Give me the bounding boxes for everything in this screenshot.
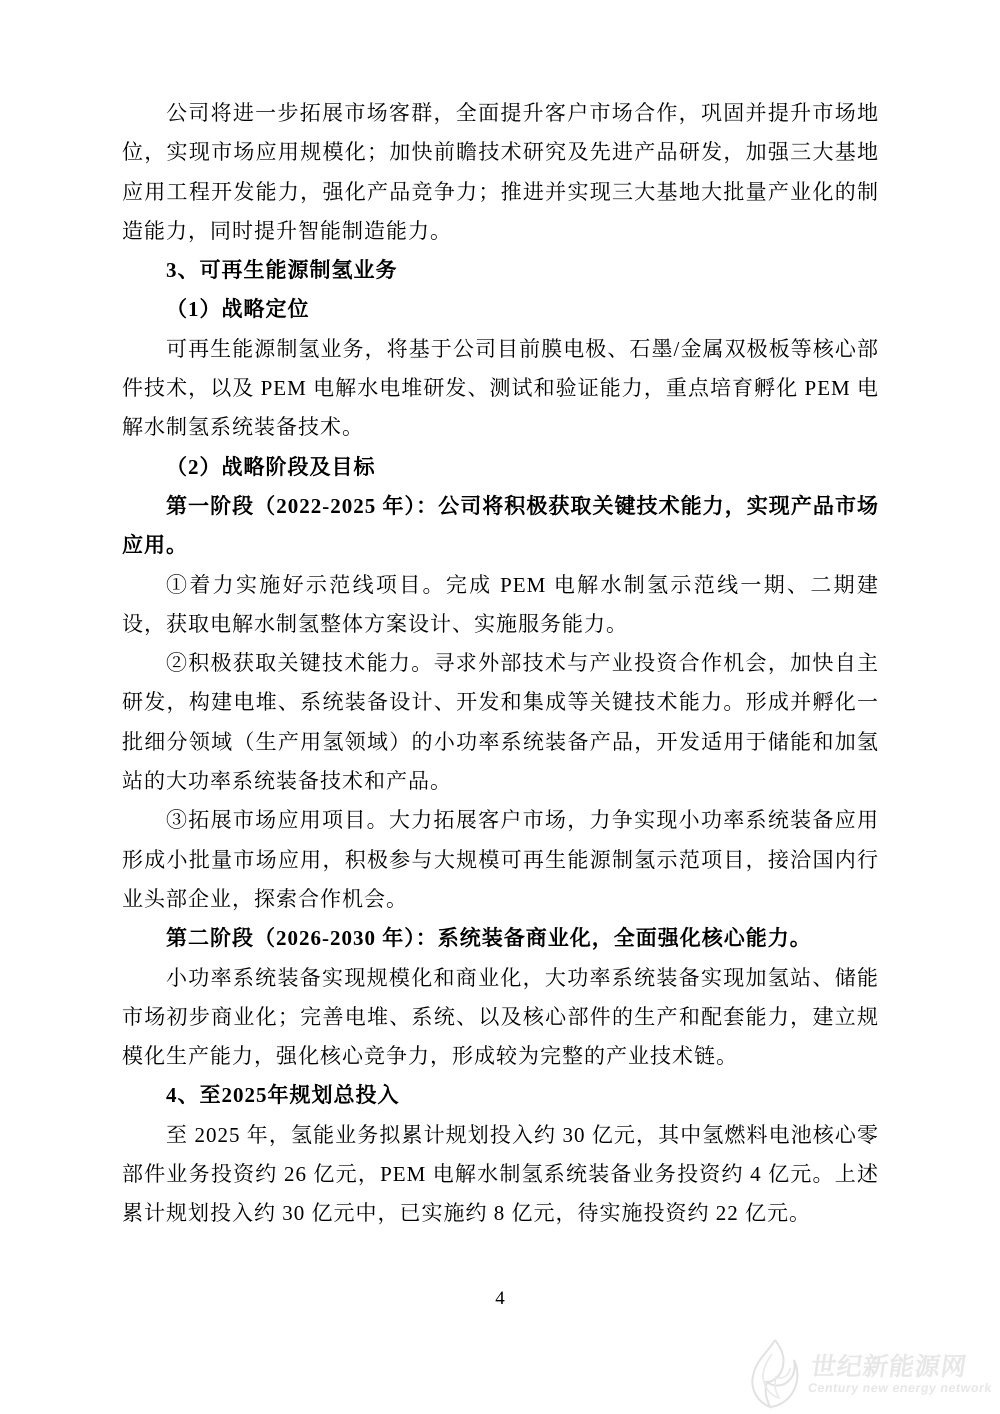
heading-renewable-hydrogen-business: 3、可再生能源制氢业务 [166, 258, 398, 283]
paragraph-market-expansion: 公司将进一步拓展市场客群，全面提升客户市场合作，巩固并提升市场地位，实现市场应用规模化；加快前瞻技术研究及先进产品研发，加强三大基地应用工程开发能力，强化产品竞争力；推进并实现三大基地大批量产业化的制造能力，同时提升智能制造能力。 [122, 101, 879, 243]
heading-total-planned-investment-2025: 4、至2025年规划总投入 [166, 1083, 400, 1108]
paragraph-item-1-demonstration-line: ①着力实施好示范线项目。完成 PEM 电解水制氢示范线一期、二期建设，获取电解水制氢整体方案设计、实施服务能力。 [122, 572, 879, 636]
heading-strategic-stages-goals: （2）战略阶段及目标 [166, 454, 376, 479]
page-number: 4 [495, 1288, 505, 1309]
heading-strategic-positioning: （1）战略定位 [166, 297, 310, 322]
paragraph-investment-detail: 至 2025 年，氢能业务拟累计规划投入约 30 亿元，其中氢燃料电池核心零部件业务投资约 26 亿元，PEM 电解水制氢系统装备业务投资约 4 亿元。上述累计规划投入约 30 亿元中，已实施约 8 亿元，待实施投资约 22 亿元。 [122, 1122, 879, 1226]
paragraph-item-2-key-technology: ②积极获取关键技术能力。寻求外部技术与产业投资合作机会，加快自主研发，构建电堆、系统装备设计、开发和集成等关键技术能力。形成并孵化一批细分领域（生产用氢领域）的小功率系统装备产品，开发适用于储能和加氢站的大功率系统装备技术和产品。 [122, 651, 879, 794]
watermark [748, 1338, 994, 1410]
heading-stage-two-2026-2030: 第二阶段（2026-2030 年）：系统装备商业化，全面强化核心能力。 [166, 926, 812, 951]
paragraph-stage-two-detail: 小功率系统装备实现规模化和商业化，大功率系统装备实现加氢站、储能市场初步商业化；完善电堆、系统、以及核心部件的生产和配套能力，建立规模化生产能力，强化核心竞争力，形成较为完整的产业技术链。 [122, 965, 879, 1069]
watermark-subtitle: Century new energy network [807, 1381, 994, 1395]
paragraph-strategic-positioning-detail: 可再生能源制氢业务，将基于公司目前膜电极、石墨/金属双极板等核心部件技术，以及 PEM 电解水电堆研发、测试和验证能力，重点培育孵化 PEM 电解水制氢系统装备技术。 [122, 336, 879, 440]
heading-stage-one-2022-2025: 第一阶段（2022-2025 年）：公司将积极获取关键技术能力，实现产品市场应用。 [122, 493, 879, 558]
paragraph-item-3-market-application: ③拓展市场应用项目。大力拓展客户市场，力争实现小功率系统装备应用形成小批量市场应用，积极参与大规模可再生能源制氢示范项目，接洽国内行业头部企业，探索合作机会。 [122, 808, 879, 911]
document-body [122, 94, 879, 1234]
watermark-text [807, 1353, 997, 1395]
watermark-title: 世纪新能源网 [809, 1353, 970, 1381]
flame-icon [748, 1338, 800, 1410]
